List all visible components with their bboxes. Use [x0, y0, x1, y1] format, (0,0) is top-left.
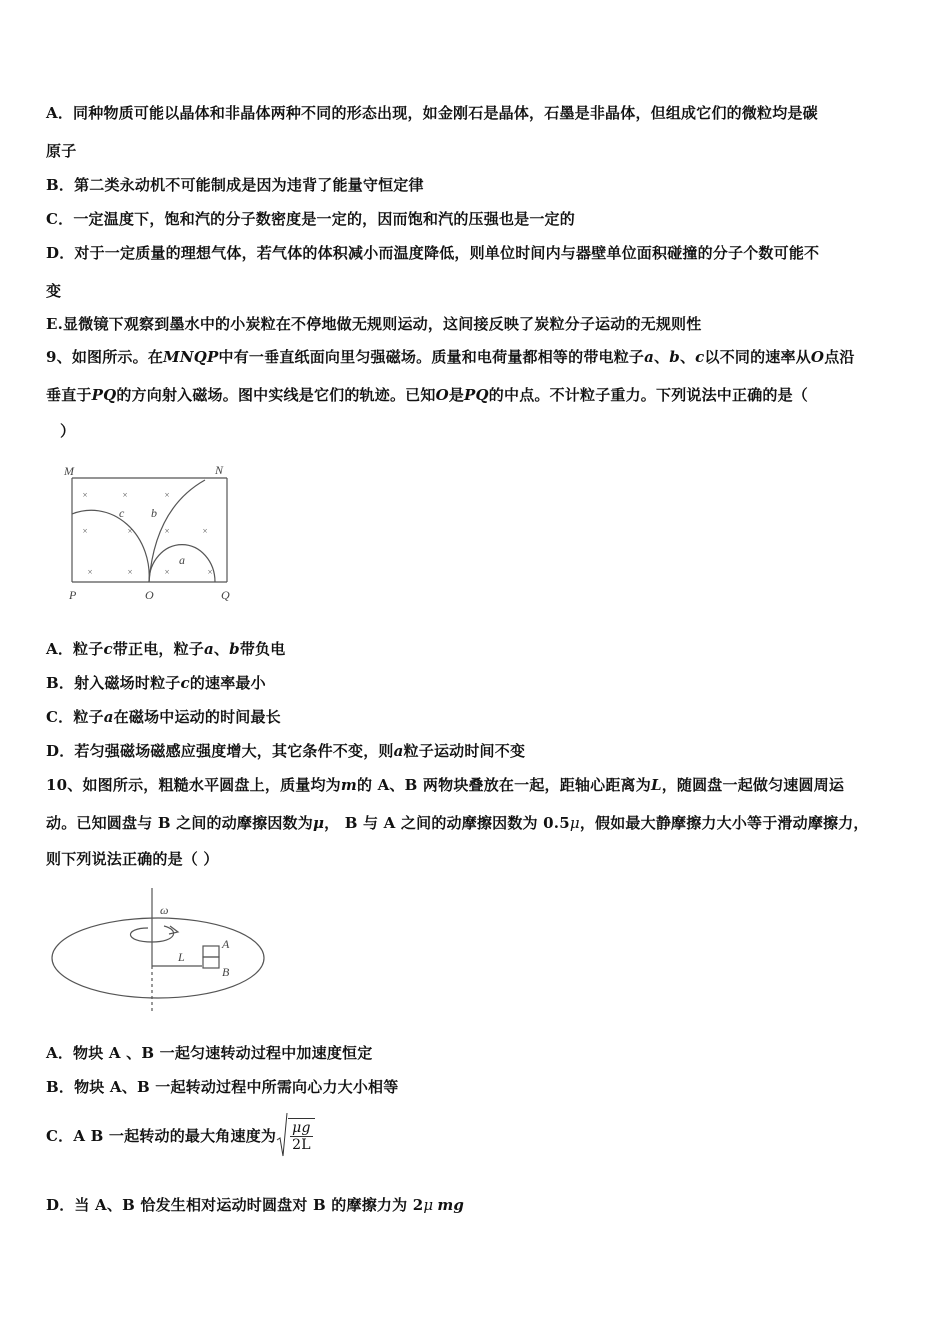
q10-option-d: D．当 A、B 恰发生相对运动时圆盘对 B 的摩擦力为 2μ mg: [46, 1196, 465, 1214]
q10-block-a: [203, 946, 219, 957]
q10-stem-line2: 动。已知圆盘与 B 之间的动摩擦因数为μ， B 与 A 之间的动摩擦因数为 0.5μ，假如最大静摩擦力大小等于滑动摩擦力，: [46, 814, 869, 832]
sqrt-radical-icon: [276, 1112, 288, 1158]
q10-label-l: L: [178, 950, 185, 964]
q9-option-d: D．若匀强磁场磁感应强度增大，其它条件不变，则a粒子运动时间不变: [46, 742, 526, 760]
q10-turntable-figure: [50, 882, 270, 1022]
q8-option-d-line2: 变: [46, 282, 62, 300]
q10-option-c: [46, 1112, 315, 1158]
q9-label-c: c: [119, 506, 125, 520]
q8-option-a-line1: A．同种物质可能以晶体和非晶体两种不同的形态出现，如金刚石是晶体，石墨是非晶体，但组成它们的微粒均是碳: [46, 104, 818, 122]
field-mark: ×: [82, 526, 88, 536]
q10-label-a: A: [222, 937, 230, 951]
field-mark: ×: [164, 526, 170, 536]
field-mark: ×: [127, 526, 133, 536]
q9-trajectory-c: [72, 510, 149, 582]
q9-label-p: P: [69, 588, 77, 602]
q10-option-a: A．物块 A 、B 一起匀速转动过程中加速度恒定: [46, 1044, 373, 1062]
q9-label-a: a: [179, 553, 185, 567]
q10-disc: [52, 918, 264, 998]
field-mark: ×: [87, 567, 93, 577]
q9-magnetic-field-figure: [55, 458, 245, 608]
q10-block-b: [203, 957, 219, 968]
q9-option-b: B．射入磁场时粒子c的速率最小: [46, 674, 266, 692]
field-mark: ×: [207, 567, 213, 577]
q8-option-a-line2: 原子: [46, 142, 77, 160]
q9-option-a: A．粒子c带正电，粒子a、b带负电: [46, 640, 286, 658]
field-mark: ×: [122, 490, 128, 500]
q10-stem-line1: 10、如图所示，粗糙水平圆盘上，质量均为m的 A、B 两物块叠放在一起，距轴心距离为L，随圆盘一起做匀速圆周运: [46, 776, 845, 794]
q10-option-c-fraction: $\frac{\mu g}{2L}$: [292, 1119, 311, 1153]
field-mark: ×: [82, 490, 88, 500]
q8-option-c: C．一定温度下，饱和汽的分子数密度是一定的，因而饱和汽的压强也是一定的: [46, 210, 575, 228]
q9-stem-line3: ）: [60, 422, 76, 440]
q10-option-b: B．物块 A、B 一起转动过程中所需向心力大小相等: [46, 1078, 399, 1096]
q10-stem-line3: 则下列说法正确的是（ ）: [46, 850, 219, 868]
q9-label-n: N: [215, 463, 224, 477]
field-mark: ×: [202, 526, 208, 536]
q9-label-m: M: [64, 464, 74, 478]
field-mark: ×: [164, 567, 170, 577]
q10-rotation-arrowhead: [169, 926, 178, 934]
q9-label-b: b: [151, 506, 157, 520]
q10-label-b: B: [222, 965, 230, 979]
q10-option-c-text: C．A B 一起转动的最大角速度为: [46, 1126, 277, 1145]
q9-stem-line2: 垂直于PQ的方向射入磁场。图中实线是它们的轨迹。已知O是PQ的中点。不计粒子重力。下列说法中正确的是（: [46, 386, 808, 404]
field-mark: ×: [127, 567, 133, 577]
q9-stem-line1: 9、如图所示。在MNQP中有一垂直纸面向里匀强磁场。质量和电荷量都相等的带电粒子a、b、c以不同的速率从O点沿: [46, 348, 855, 366]
q8-option-d-line1: D．对于一定质量的理想气体，若气体的体积减小而温度降低，则单位时间内与器壁单位面积碰撞的分子个数可能不: [46, 244, 820, 262]
q8-option-b: B．第二类永动机不可能制成是因为违背了能量守恒定律: [46, 176, 424, 194]
q9-label-q: Q: [221, 588, 230, 602]
q9-label-o: O: [145, 588, 154, 602]
q9-option-c: C．粒子a在磁场中运动的时间最长: [46, 708, 281, 726]
q9-trajectory-b: [149, 480, 208, 582]
q8-option-e: E.显微镜下观察到墨水中的小炭粒在不停地做无规则运动，这间接反映了炭粒分子运动的无规则性: [46, 315, 702, 333]
q10-label-omega: ω: [160, 903, 169, 917]
field-mark: ×: [164, 490, 170, 500]
q10-option-c-sqrt: [276, 1112, 315, 1158]
